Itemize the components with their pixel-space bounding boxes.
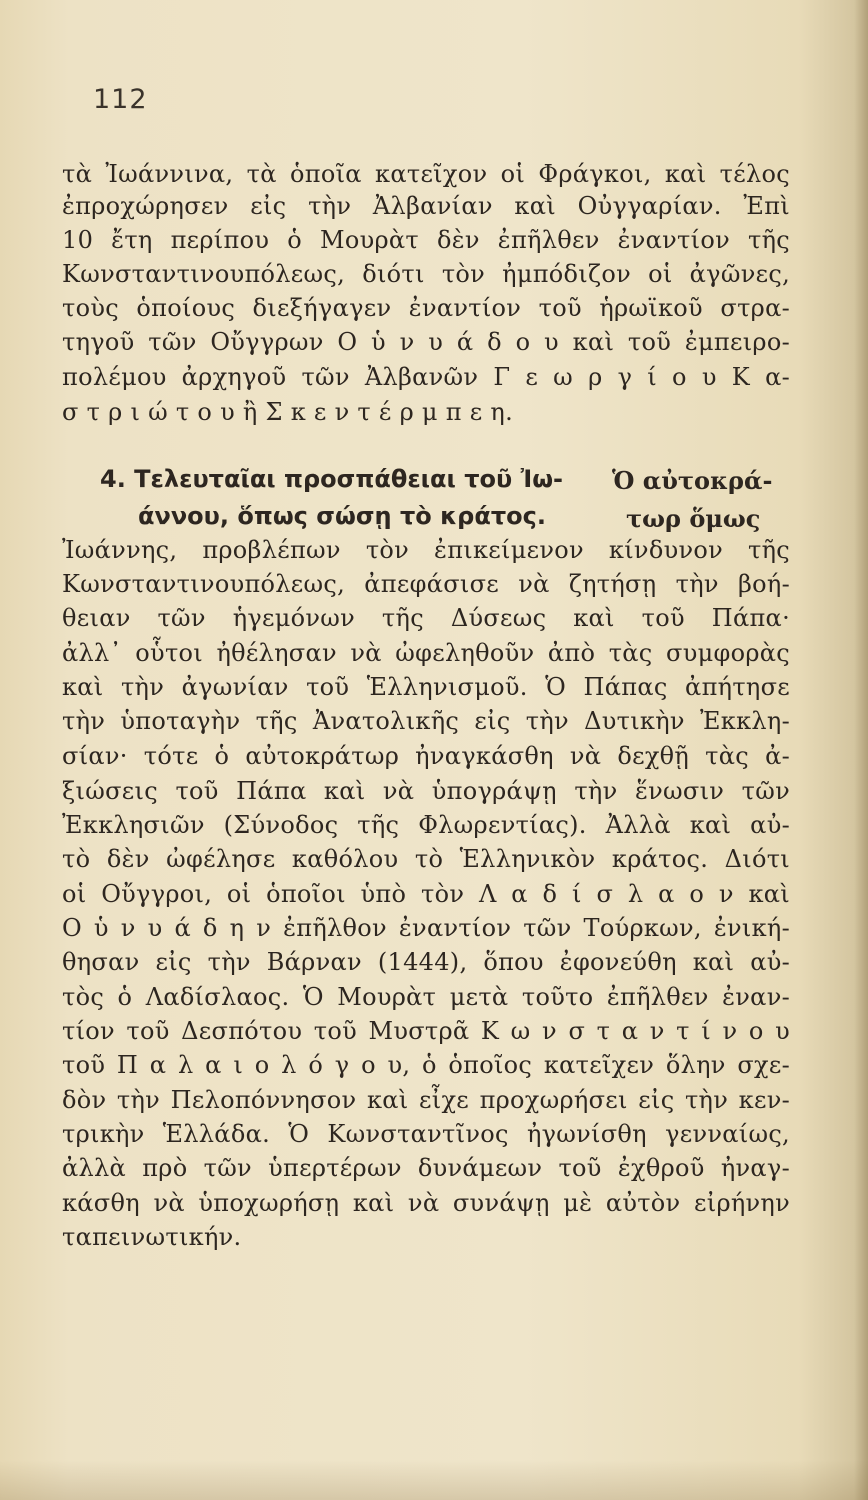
text-line: Ο ὑ ν υ ά δ η ν ἐπῆλθον ἐναντίον τῶν Τούρκων, ἐνική- [62,914,790,942]
text-line: ἀλλ᾽ οὗτοι ἠθέλησαν νὰ ὠφεληθοῦν ἀπὸ τὰς συμφορὰς [62,639,790,667]
text-line: τὸς ὁ Λαδίσλαος. Ὁ Μουρὰτ μετὰ τοῦτο ἐπῆλθεν ἐναν- [62,983,790,1011]
text-line: τίον τοῦ Δεσπότου τοῦ Μυστρᾶ Κ ω ν σ τ α ν τ ί ν ο υ [62,1017,790,1045]
page-edge-shadow [854,0,868,1500]
text-line: 10 ἔτη περίπου ὁ Μουρὰτ δὲν ἐπῆλθεν ἐναντίον τῆς [62,226,790,254]
text-line: τὸ δὲν ὠφέλησε καθόλου τὸ Ἑλληνικὸν κράτος. Διότι [62,845,790,873]
text-line: κάσθη νὰ ὑποχωρήσῃ καὶ νὰ συνάψῃ μὲ αὐτὸν εἰρήνην [62,1189,790,1217]
text-line: πολέμου ἀρχηγοῦ τῶν Ἀλβανῶν Γ ε ω ρ γ ί ο υ Κ α- [62,363,790,391]
text-line: τρικὴν Ἑλλάδα. Ὁ Κωνσταντῖνος ἠγωνίσθη γενναίως, [62,1120,790,1148]
text-line: ἀλλὰ πρὸ τῶν ὑπερτέρων δυνάμεων τοῦ ἐχθροῦ ἠναγ- [62,1154,790,1182]
text-line: ξιώσεις τοῦ Πάπα καὶ νὰ ὑπογράψῃ τὴν ἕνωσιν τῶν [62,777,790,805]
text-line: Κωνσταντινουπόλεως, διότι τὸν ἠμπόδιζον οἱ ἀγῶνες, [62,260,790,288]
text-line: τηγοῦ τῶν Οὔγγρων Ο ὑ ν υ ά δ ο υ καὶ τοῦ ἐμπειρο- [62,328,790,356]
text-line: τὴν ὑποταγὴν τῆς Ἀνατολικῆς εἰς τὴν Δυτικὴν Ἐκκλη- [62,707,790,735]
side-title-line-2: τωρ ὅμως [626,504,761,533]
section-heading-line-1: 4. Τελευταῖαι προσπάθειαι τοῦ Ἰω- [100,465,564,493]
text-line: δὸν τὴν Πελοπόννησον καὶ εἶχε προχωρήσει εἰς τὴν κεν- [62,1086,790,1114]
text-line: σίαν· τότε ὁ αὐτοκράτωρ ἠναγκάσθη νὰ δεχθῇ τὰς ἀ- [62,742,790,770]
text-line: οἱ Οὔγγροι, οἱ ὁποῖοι ὑπὸ τὸν Λ α δ ί σ λ α ο ν καὶ [62,880,790,908]
text-line: Ἰωάννης, προβλέπων τὸν ἐπικείμενον κίνδυνον τῆς [62,536,790,564]
side-title-line-1: Ὁ αὐτοκρά- [612,466,773,495]
text-line: τοῦ Π α λ α ι ο λ ό γ ο υ, ὁ ὁποῖος κατεῖχεν ὅλην σχε- [62,1051,790,1079]
page-number: 112 [93,84,148,115]
text-line: τοὺς ὁποίους διεξήγαγεν ἐναντίον τοῦ ἡρωϊκοῦ στρα- [62,294,790,322]
page-bottom-shadow [0,1460,868,1500]
text-line: καὶ τὴν ἀγωνίαν τοῦ Ἑλληνισμοῦ. Ὁ Πάπας ἀπήτησε [62,673,790,701]
section-heading-line-2: άννου, ὅπως σώσῃ τὸ κράτος. [138,502,546,530]
text-line: θειαν τῶν ἡγεμόνων τῆς Δύσεως καὶ τοῦ Πάπα· [62,604,790,632]
text-line: Κωνσταντινουπόλεως, ἀπεφάσισε νὰ ζητήσῃ τὴν βοή- [62,570,790,598]
text-line: Ἐκκλησιῶν (Σύνοδος τῆς Φλωρεντίας). Ἀλλὰ καὶ αὐ- [62,811,790,839]
text-line: σ τ ρ ι ώ τ ο υ ἢ Σ κ ε ν τ έ ρ μ π ε η. [62,398,514,426]
text-line: τὰ Ἰωάννινα, τὰ ὁποῖα κατεῖχον οἱ Φράγκοι, καὶ τέλος [62,160,790,188]
text-line: θησαν εἰς τὴν Βάρναν (1444), ὅπου ἐφονεύθη καὶ αὐ- [62,948,790,976]
text-line: ἐπροχώρησεν εἰς τὴν Ἀλβανίαν καὶ Οὐγγαρίαν. Ἐπὶ [62,192,790,220]
text-line: ταπεινωτικήν. [62,1223,242,1251]
